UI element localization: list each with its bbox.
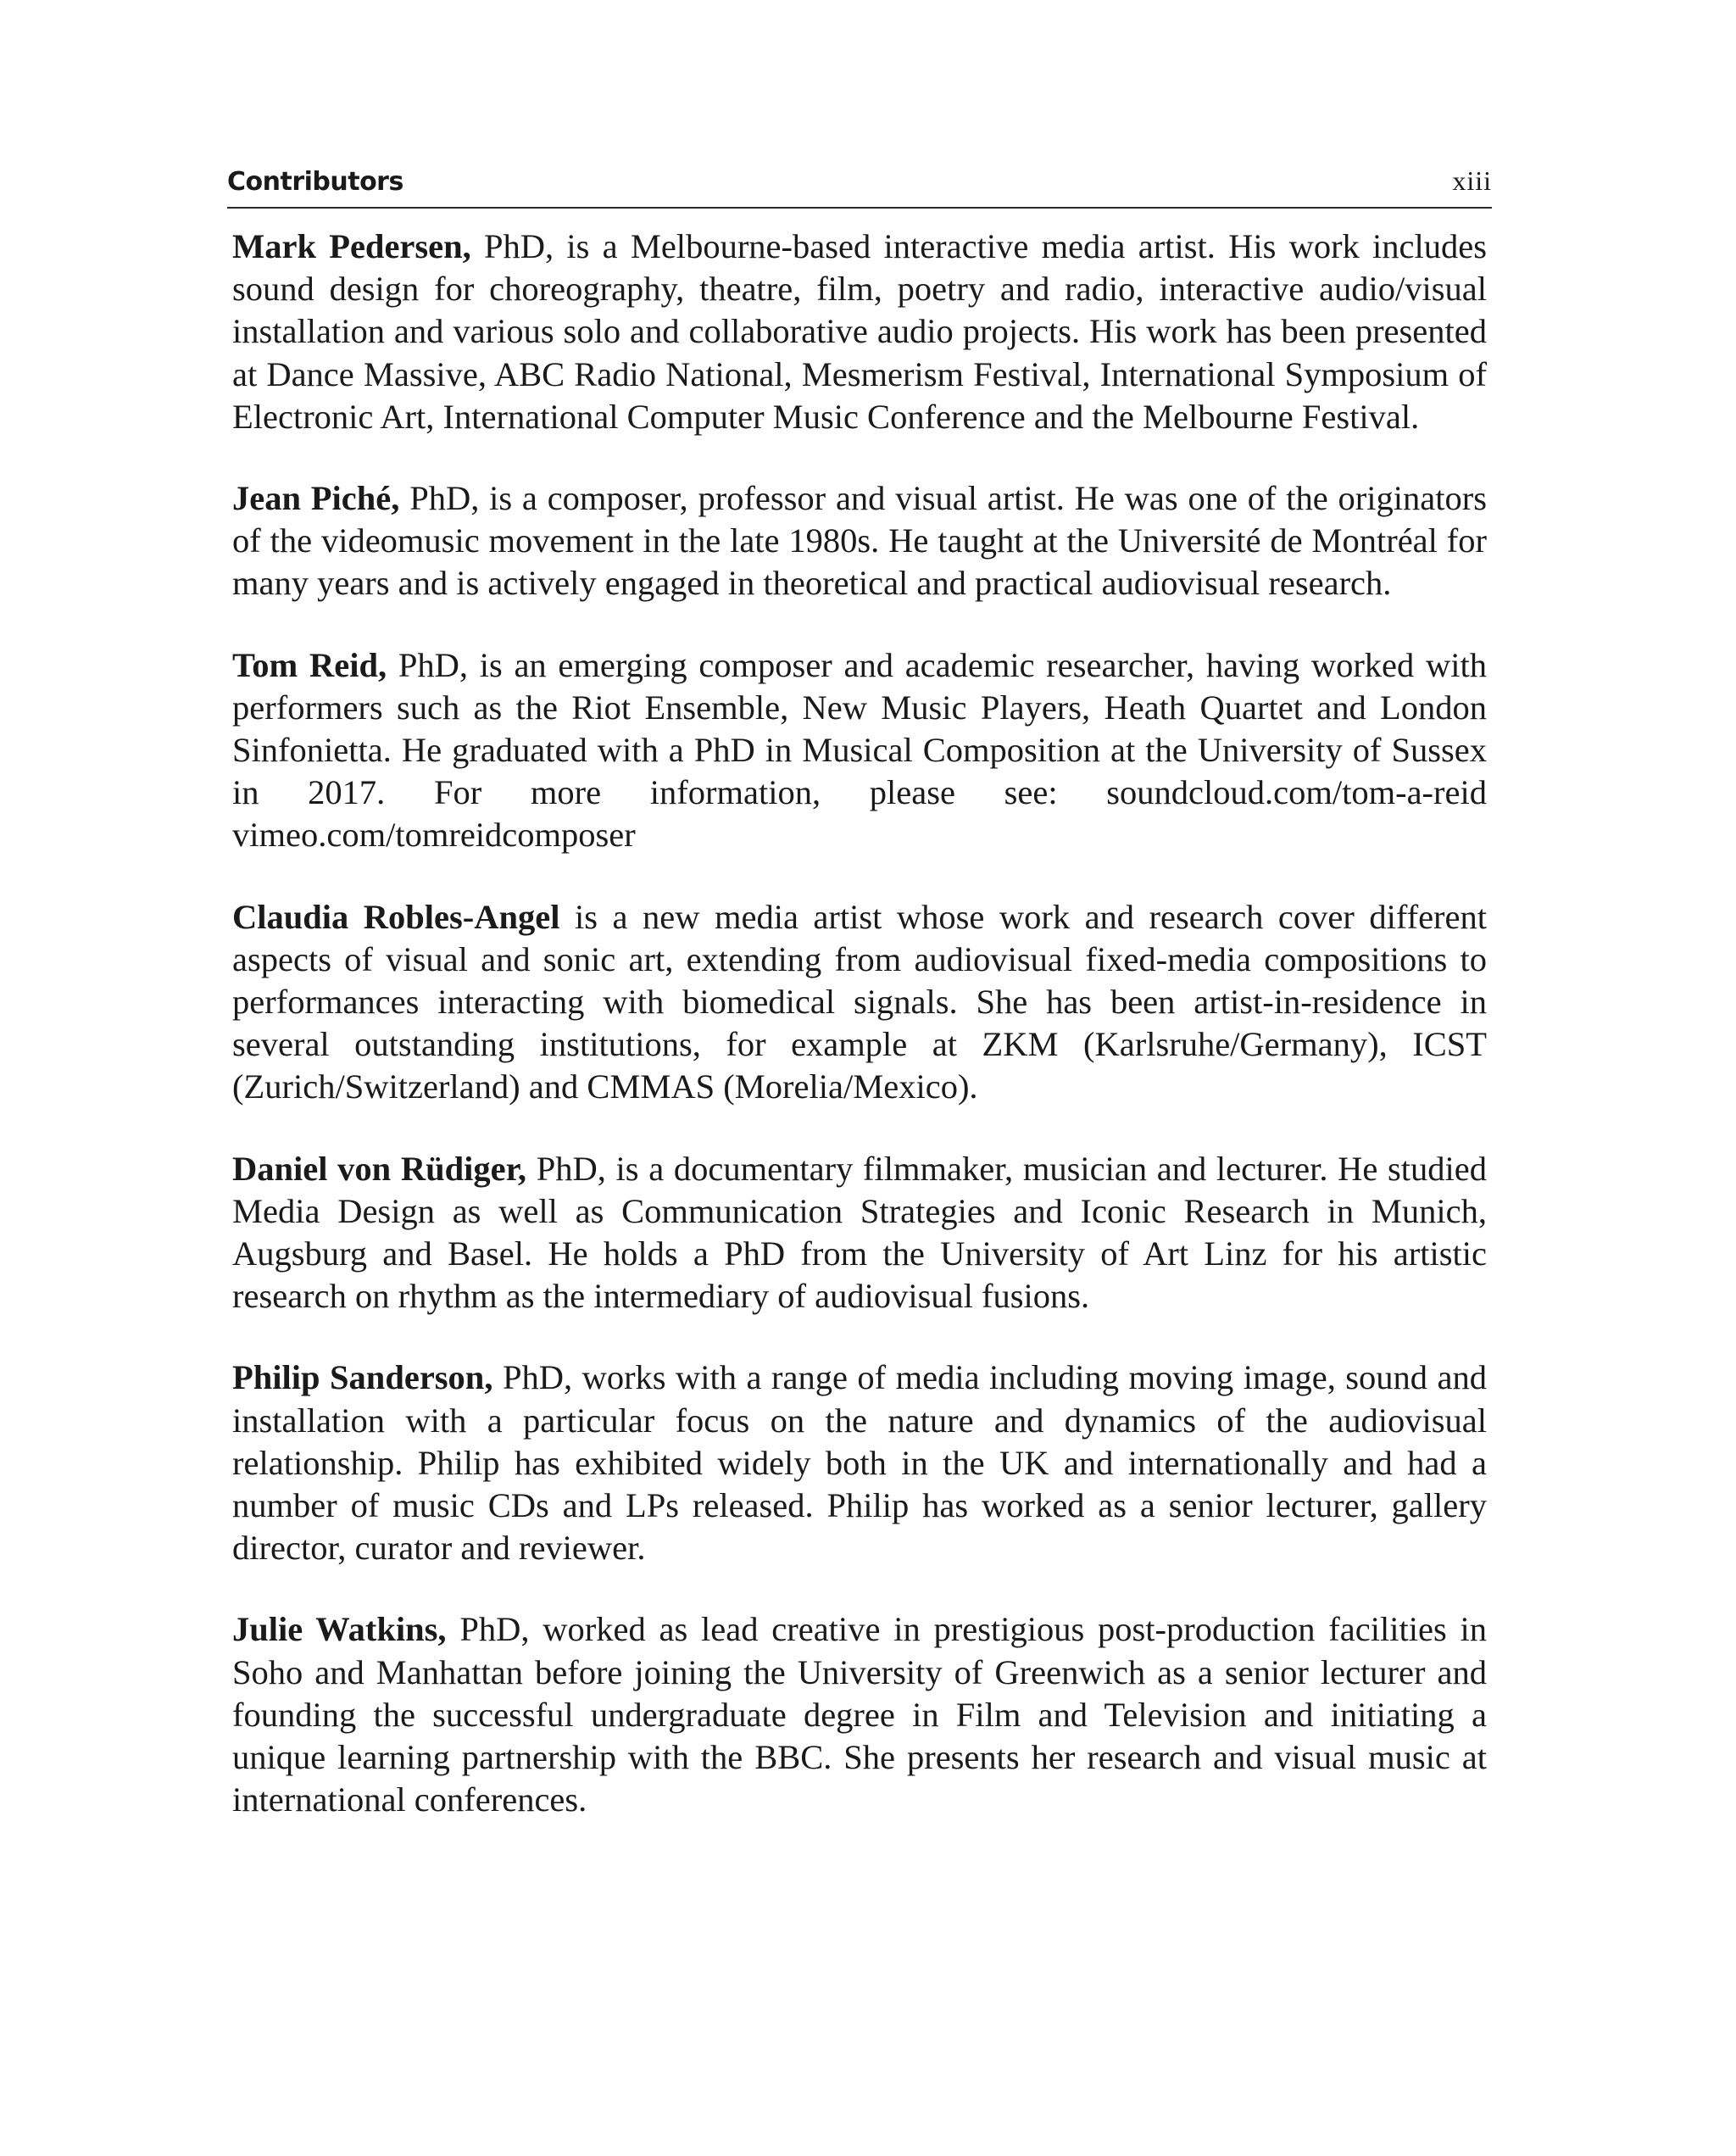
contributor-bio: PhD, is a Melbourne-based interactive media artist. His work includes sound design for choreography, theatre, film, poetry and radio, interactive audio/visual installation and various solo and collaborative audio projects. His work has been presented at Dance Massive, ABC Radio National, Mesmerism Festival, International Symposium of Electronic Art, International Computer Music Conference and the Melbourne Festival. <box>232 227 1487 436</box>
contributor-entry-watkins <box>227 1608 1492 1821</box>
contributor-name: Tom Reid, <box>232 645 387 684</box>
book-page <box>227 158 1492 1861</box>
contributor-name: Philip Sanderson, <box>232 1358 493 1397</box>
contributor-name: Mark Pedersen, <box>232 227 471 265</box>
running-head <box>227 158 1492 209</box>
contributor-entry-pedersen <box>227 226 1492 438</box>
contributor-bio: PhD, is an emerging composer and academic researcher, having worked with performers such as the Riot Ensemble, New Music Players, Heath Quartet and London Sinfonietta. He graduated with a PhD in Musical Composition at the University of Sussex in 2017. For more information, please see: soundcloud.com/​tom-a-reid vimeo.com/tomreidcomposer <box>232 645 1487 855</box>
contributor-entry-reid <box>227 644 1492 857</box>
contributor-bio: PhD, works with a range of media including moving image, sound and installation with a particular focus on the nature and dynamics of the audiovisual relationship. Philip has exhibited widely both in the UK and internationally and had a number of music CDs and LPs released. Philip has worked as a senior lecturer, gallery director, curator and reviewer. <box>232 1358 1488 1568</box>
contributor-name: Julie Watkins, <box>232 1610 447 1649</box>
contributor-entry-von-rudiger <box>227 1148 1492 1318</box>
contributor-bio: is a new media artist whose work and research cover different aspects of visual and sonic art, extending from audiovisual fixed-media compositions to performances interacting with biomedical signals. She has been artist-in-residence in several outstanding institutions, for example at ZKM (Karlsruhe/​Germany), ICST (Zurich/Switzerland) and CMMAS (Morelia/Mexico). <box>232 897 1488 1106</box>
page-number: xiii <box>1452 165 1492 196</box>
contributor-bio: PhD, is a composer, professor and visual artist. He was one of the originators of the videomusic movement in the late 1980s. He taught at the Université de Montréal for many years and is actively engaged in theoretical and practical audiovisual research. <box>232 479 1487 603</box>
contributor-entry-robles-angel <box>227 896 1492 1109</box>
contributor-bio: PhD, worked as lead creative in prestigious post-production facilities in Soho and Manhattan before joining the University of Greenwich as a senior lecturer and founding the successful undergraduate degree in Film and Television and initiating a unique learning partnership with the BBC. She presents her research and visual music at international conferences. <box>232 1610 1488 1819</box>
contributor-entry-sanderson <box>227 1357 1492 1569</box>
section-title: Contributors <box>227 167 403 197</box>
contributor-bio: PhD, is a documentary filmmaker, musician and lecturer. He studied Media Design as well as Communication Strategies and Iconic Research in Munich, Augsburg and Basel. He holds a PhD from the University of Art Linz for his artistic research on rhythm as the intermediary of audiovisual fusions. <box>232 1149 1488 1316</box>
contributor-name: Jean Piché, <box>232 479 400 518</box>
contributor-name: Claudia Robles-Angel <box>232 897 560 936</box>
contributor-entry-piche <box>227 477 1492 605</box>
contributor-list <box>227 226 1492 1822</box>
contributor-name: Daniel von Rüdiger, <box>232 1149 527 1188</box>
